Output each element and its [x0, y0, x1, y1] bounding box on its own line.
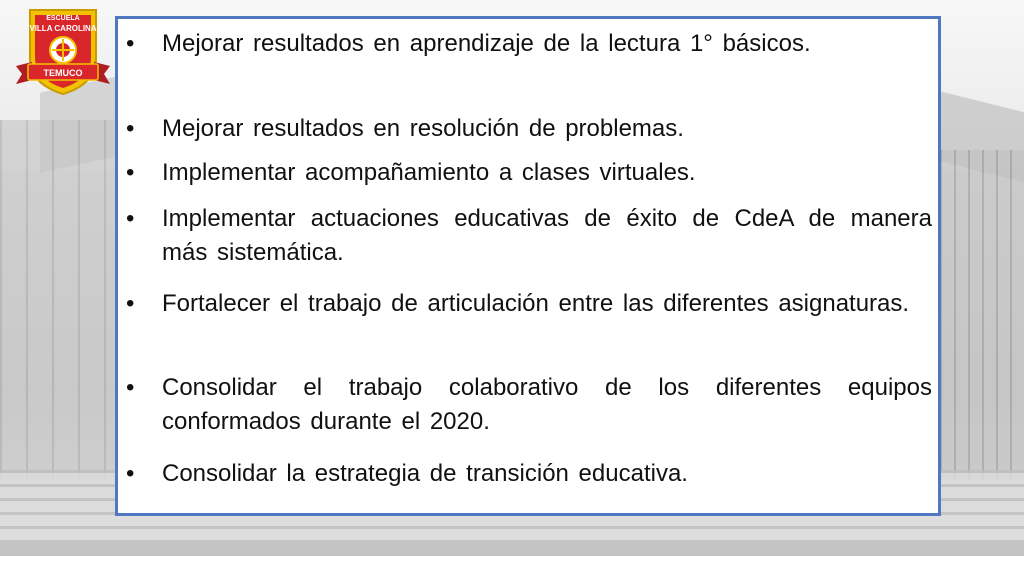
crest-top-text: ESCUELA	[46, 15, 80, 22]
bullet-icon: •	[126, 115, 135, 142]
list-item-text: Mejorar resultados en resolución de problemas.	[162, 115, 684, 142]
school-crest-logo	[14, 6, 112, 98]
list-item-text: Mejorar resultados en aprendizaje de la lectura 1° básicos.	[162, 30, 811, 57]
background-floor	[0, 540, 1024, 556]
background-building-right	[940, 150, 1024, 480]
list-item-text: Implementar acompañamiento a clases virtuales.	[162, 159, 696, 186]
list-item-text: Implementar actuaciones educativas de éxito de CdeA de manera más sistemática.	[162, 205, 932, 266]
list-item-text: Fortalecer el trabajo de articulación entre las diferentes asignaturas.	[162, 290, 910, 317]
bullet-icon: •	[126, 460, 135, 487]
bullet-icon: •	[126, 205, 135, 232]
bullet-icon: •	[126, 374, 135, 401]
content-panel	[115, 16, 941, 516]
background-building-left	[0, 120, 130, 480]
crest-banner-text: TEMUCO	[43, 68, 83, 78]
bullet-icon: •	[126, 159, 135, 186]
list-item-text: Consolidar la estrategia de transición educativa.	[162, 460, 688, 487]
list-item-text: Consolidar el trabajo colaborativo de los diferentes equipos conformados durante el 2020.	[162, 374, 932, 435]
bullet-icon: •	[126, 290, 135, 317]
crest-name-text: VILLA CAROLINA	[29, 24, 97, 33]
bullet-icon: •	[126, 30, 135, 57]
